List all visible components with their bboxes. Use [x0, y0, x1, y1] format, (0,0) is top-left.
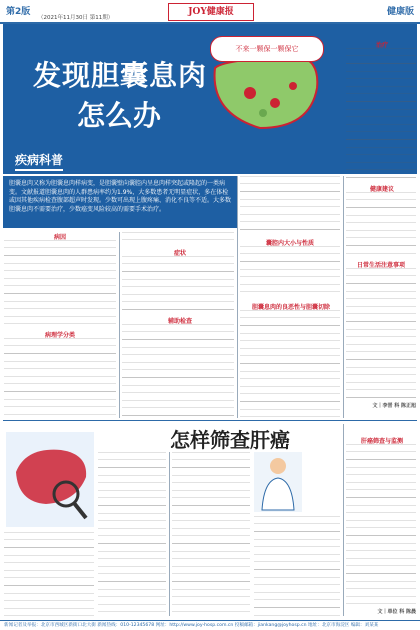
- subhead-pathology: 病理学分类: [44, 332, 75, 339]
- article-divider: [3, 420, 417, 421]
- subhead-liver-screening: 肝癌筛查与监测: [360, 438, 403, 445]
- text-column: [240, 246, 340, 298]
- speech-bubble: 不来一颗保一颗保它: [210, 36, 324, 62]
- subhead-exam: 辅助检查: [167, 318, 192, 325]
- text-column: [240, 176, 340, 234]
- column-divider: [169, 452, 170, 616]
- subhead-daily: 日常生活注意事项: [356, 262, 405, 269]
- text-column: [122, 232, 234, 244]
- column-divider: [119, 232, 120, 418]
- text-column: [254, 516, 340, 616]
- text-column: [98, 452, 166, 616]
- issue-date: （2021年11月30日 第11期）: [38, 15, 114, 21]
- second-article-title: 怎样筛查肝癌: [170, 428, 290, 452]
- main-title-line1: 发现胆囊息肉: [33, 59, 208, 92]
- text-column: [240, 310, 340, 418]
- column-divider: [237, 176, 238, 418]
- subhead-size: 囊腔内大小与性质: [265, 240, 314, 247]
- text-column: [346, 268, 416, 398]
- section-name: 健康版: [386, 7, 414, 17]
- author-credit: 文｜单位 科 陈晨: [377, 609, 416, 615]
- text-column: [346, 48, 416, 178]
- text-column: [122, 324, 234, 418]
- text-column: [4, 338, 116, 418]
- author-credit: 文｜李晋 科 陈正旭: [372, 403, 416, 409]
- text-column: [346, 444, 416, 604]
- text-column: [122, 256, 234, 312]
- page-footer: 新闻记者及举报：北京市西城区新街口北大街 新闻热线：010-12345678 网址：http://www.joy-hosp.com.cn 投稿邮箱：jiankang@joyhosp.cn 地址：北京市海淀区 编辑：刘某某: [0, 620, 420, 630]
- text-column: [4, 240, 116, 324]
- column-divider: [343, 424, 344, 616]
- subhead-advice: 健康建议: [369, 186, 394, 193]
- intro-box: 胆囊息肉又称为胆囊息肉样病变，是胆囊壁向囊腔内呈息肉样突起或隆起的一类病变。文献报道胆囊息肉的人群患病率约为1.9%，大多数患者无明显症状，多在体检或因其他疾病检查腹部超声时发现。少数可出现上腹疼痛、消化不良等不适。大多数胆囊息肉不需要治疗，少数癌变风险较高的需要手术治疗。: [3, 176, 237, 228]
- page-number: 第2版: [6, 7, 31, 17]
- page-header: [0, 0, 420, 24]
- subhead-symptom: 症状: [173, 250, 186, 257]
- text-column: [4, 532, 94, 616]
- main-title-line2: 怎么办: [77, 99, 162, 132]
- subhead-treatment: 治疗: [375, 42, 388, 49]
- column-divider: [343, 176, 344, 418]
- liver-illustration: [6, 432, 94, 527]
- newspaper-logo: JOY健康报: [168, 3, 254, 21]
- text-column: [346, 192, 416, 254]
- subhead-malignancy: 胆囊息肉的良恶性与胆囊切除: [251, 304, 330, 311]
- subhead-cause: 病因: [53, 234, 66, 241]
- text-column: [172, 452, 250, 616]
- doctor-illustration: [254, 452, 302, 512]
- article-tag: 疾病科普: [15, 151, 63, 171]
